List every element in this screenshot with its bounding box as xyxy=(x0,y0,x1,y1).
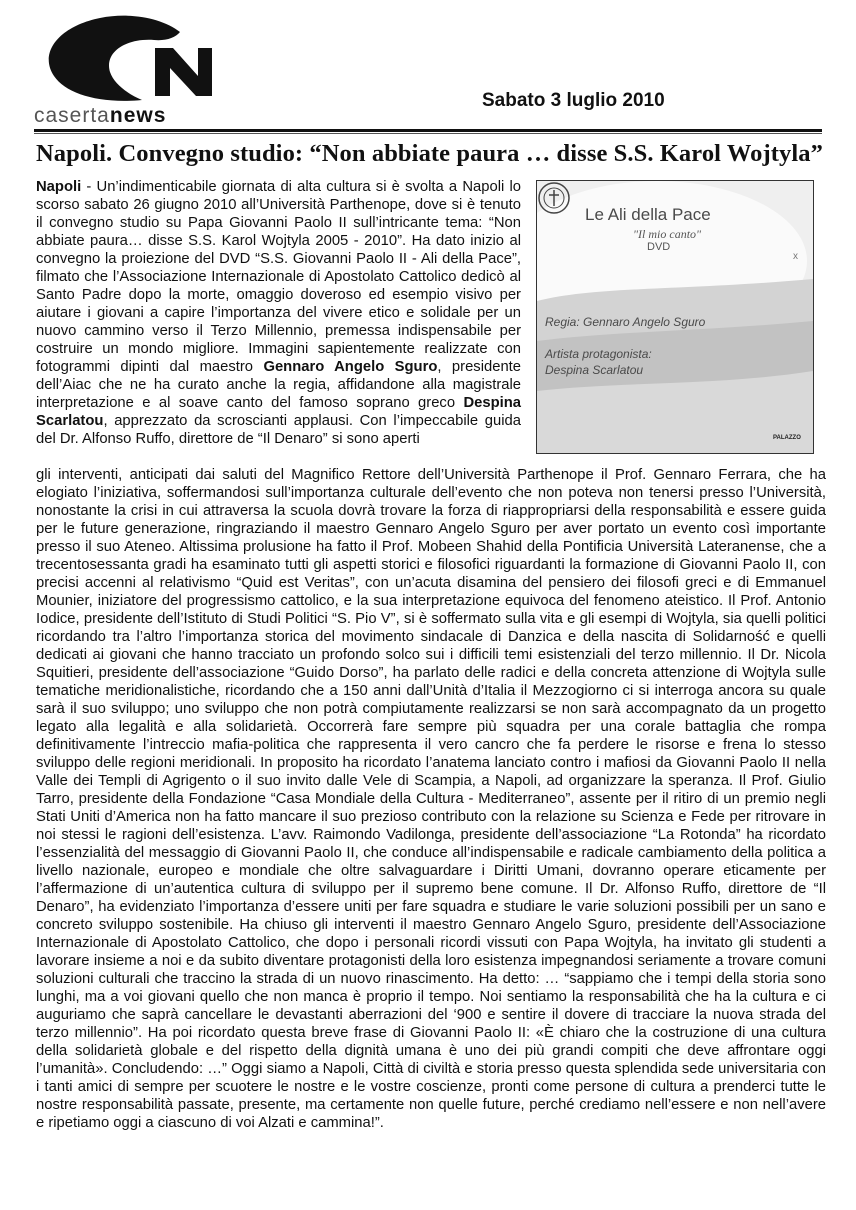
brand-wordmark: casertanews xyxy=(34,104,167,127)
intro-bold-2: Despina Scarlatou xyxy=(36,395,521,429)
article-headline: Napoli. Convegno studio: “Non abbiate paura … disse S.S. Karol Wojtyla” xyxy=(36,140,823,167)
dvd-artist-name: Despina Scarlatou xyxy=(545,363,644,377)
dvd-artist xyxy=(545,346,652,378)
issue-date: Sabato 3 luglio 2010 xyxy=(482,90,665,111)
dvd-format: DVD xyxy=(647,241,671,253)
dvd-director: Regia: Gennaro Angelo Sguro xyxy=(545,315,706,329)
dvd-mark: x xyxy=(793,251,798,262)
intro-text-2: , presidente dell’Aiac che ne ha curato anche la regia, affidandone alla magistrale interpretazione e al soave canto del famoso soprano greco xyxy=(36,359,522,411)
dvd-subtitle: "Il mio canto" xyxy=(633,227,702,241)
logo-mark xyxy=(30,14,250,109)
dvd-cover-image xyxy=(536,180,814,454)
header-rule xyxy=(34,129,822,132)
article-body: gli interventi, anticipati dai saluti del Magnifico Rettore dell’Università Parthenope il Prof. Gennaro Ferrara, che ha elogiato l’iniziativa, soffermandosi sull’importanza culturale dell’evento che non poteva non tenersi presso l’Università, nonostante la crisi in cui attraversa la scuola dovrà trovare la forza di riappropriarsi della responsabilità e essere guida per le future generazione, ringraziando il maestro Gennaro Angelo Sguro per aver portato un evento così importante presso il suo Ateneo. Altissima prolusione ha fatto il Prof. Mobeen Shahid della Pontificia Università Lateranense, che a trecentosessanta gradi ha esaminato tutti gli aspetti storici e filosofici riguardanti la formazione di Giovanni Paolo II, con precisi accenni al relativismo “Quid est Veritas”, con un’acuta disamina del pensiero dei filosofi greci e di Emmanuel Mounier, iniziatore del progressismo cattolico, e la sua interpretazione equivoca del fenomeno ateistico. Il Prof. Antonio Iodice, presidente dell’Istituto di Studi Politici “S. Pio V”, si è soffermato sulla vita e gli esempi di Wojtyla, sia quelli politici ricordando tra l’altro l’importanza storica del movimento sindacale di Danzica e della nascita di Solidarność e quelli dedicati ai giovani che hanno tracciato un profondo solco sui i difficili temi esistenziali del terzo millennio. Il Dr. Nicola Squitieri, presidente dell’associazione “Guido Dorso”, ha parlato delle radici e della concreta attenzione di Wojtyla sulle tematiche meridionalistiche, ricordando che a 150 anni dall’Unità d’Italia il Mezzogiorno ci si interroga ancora su quale sarà il suo sviluppo; uno sviluppo che non potrà compiutamente realizzarsi se non sarà accompagnato da un progetto legato alla legalità e alla solidarietà. Occorrerà fare sempre più squadra per una corale battaglia che rompa definitivamente l’intreccio mafia-politica che rappresenta il vero cancro che fa perdere le risorse e frena lo stesso sviluppo delle regioni meridionali. In proposito ha ricordato l’anatema lanciato contro i mafiosi da Giovanni Paolo II nella Valle dei Templi di Agrigento o il suo invito dalle Vele di Scampia, a Napoli, ad organizzare la speranza. Il Prof. Giulio Tarro, presidente della Fondazione “Casa Mondiale della Cultura - Mediterraneo”, assente per il ritiro di un premio negli Stati Uniti d’America non ha fatto mancare il suo prezioso contributo con la relazione su Scienza e Fede per ritrovare in noi stessi le ragioni dell’esistenza. L’avv. Raimondo Vadilonga, presidente dell’associazione “La Rotonda” ha ricordato l’essenzialità del messaggio di Giovanni Paolo II, che conduce all’indispensabile e radicale cambiamento della politica a livello nazionale, europeo e mondiale che oltre salvaguardare i Diritti Umani, dovranno operare eticamente per l’affermazione di un’autentica cultura di sviluppo per il supremo bene comune. Il Dr. Alfonso Ruffo, direttore de “Il Denaro”, ha evidenziato l’importanza d’essere uniti per fare squadra e studiare le varie soluzioni possibili per un sano e concreto sviluppo sostenibile. Ha chiuso gli interventi il maestro Gennaro Angelo Sguro, presidente dell’Associazione Internazionale di Apostolato Cattolico, che dopo i personali ricordi vissuti con Papa Wojtyla, ha invitato gli studenti a lavorare insieme a noi e da subito diventare protagonisti della loro esistenza impegnandosi seriamente a trovare comuni soluzioni culturali che traccino la strada di un nuovo rinascimento. Ha detto: … “sappiamo che i tempi della storia sono lunghi, ma a voi giovani quello che non manca è proprio il tempo. Noi sentiamo la responsabilità che ha la cultura e ci auguriamo che saprà cancellare le devastanti aberrazioni del ‘900 e sentire il dovere di tracciare la nuova strada del terzo millennio”. Ha poi ricordato questa breve frase di Giovanni Paolo II: «È chiaro che la costruzione di una cultura della solidarietà globale e del rispetto della dignità umana è uno dei più grandi compiti che deve affrontare oggi l’umanità». Concludendo: …” Oggi siamo a Napoli, Città di civiltà e storia presso questa splendida sede universitaria con i tanti amici di sempre per scuotere le nostre e le vostre coscienze, pronti come persone di cultura a prenderci tutte le nostre responsabilità passate, presente, ma certamente non quelle future, perché crediamo nell’essere e non nell’avere e ripetiamo oggi a ciascuno di voi Alzati e cammina!”. xyxy=(36,467,826,1131)
seal-icon xyxy=(537,181,571,223)
intro-text-1: - Un’indimenticabile giornata di alta cultura si è svolta a Napoli lo scorso sabato 26 giugno 2010 all’Università Parthenope, dove si è tenuto il convegno studio su Papa Giovanni Paolo II sull’intricante tema: “Non abbiate paura… disse S.S. Karol Wojtyla 2005 - 2010”. Ha dato inizio al convegno la proiezione del DVD “S.S. Giovanni Paolo II - Ali della Pace”, filmato che l’Associazione Internazionale di Apostolato Cattolico dedicò al Santo Padre dopo la morte, omaggio doveroso ed esempio visivo per aiutare i giovani a capire l’importanza del vivere etico e solidale per un nuovo cammino verso il Terzo Millennio, premessa indispensabile per costruire un mondo migliore. Immagini sapientemente realizzate con fotogrammi dipinti dal maestro xyxy=(36,179,521,375)
intro-text-3: , apprezzato da scroscianti applausi. Con l’impeccabile guida del Dr. Alfonso Ruffo, direttore de “Il Denaro” si sono aperti xyxy=(36,413,521,447)
article-intro xyxy=(36,178,521,448)
seal-label: PALAZZO xyxy=(773,435,801,441)
dvd-title: Le Ali della Pace xyxy=(585,205,711,224)
dvd-artist-label: Artista protagonista: xyxy=(545,347,652,361)
intro-bold-1: Gennaro Angelo Sguro xyxy=(263,359,438,375)
lead-place: Napoli xyxy=(36,179,82,195)
header-rule-thin xyxy=(34,133,822,134)
